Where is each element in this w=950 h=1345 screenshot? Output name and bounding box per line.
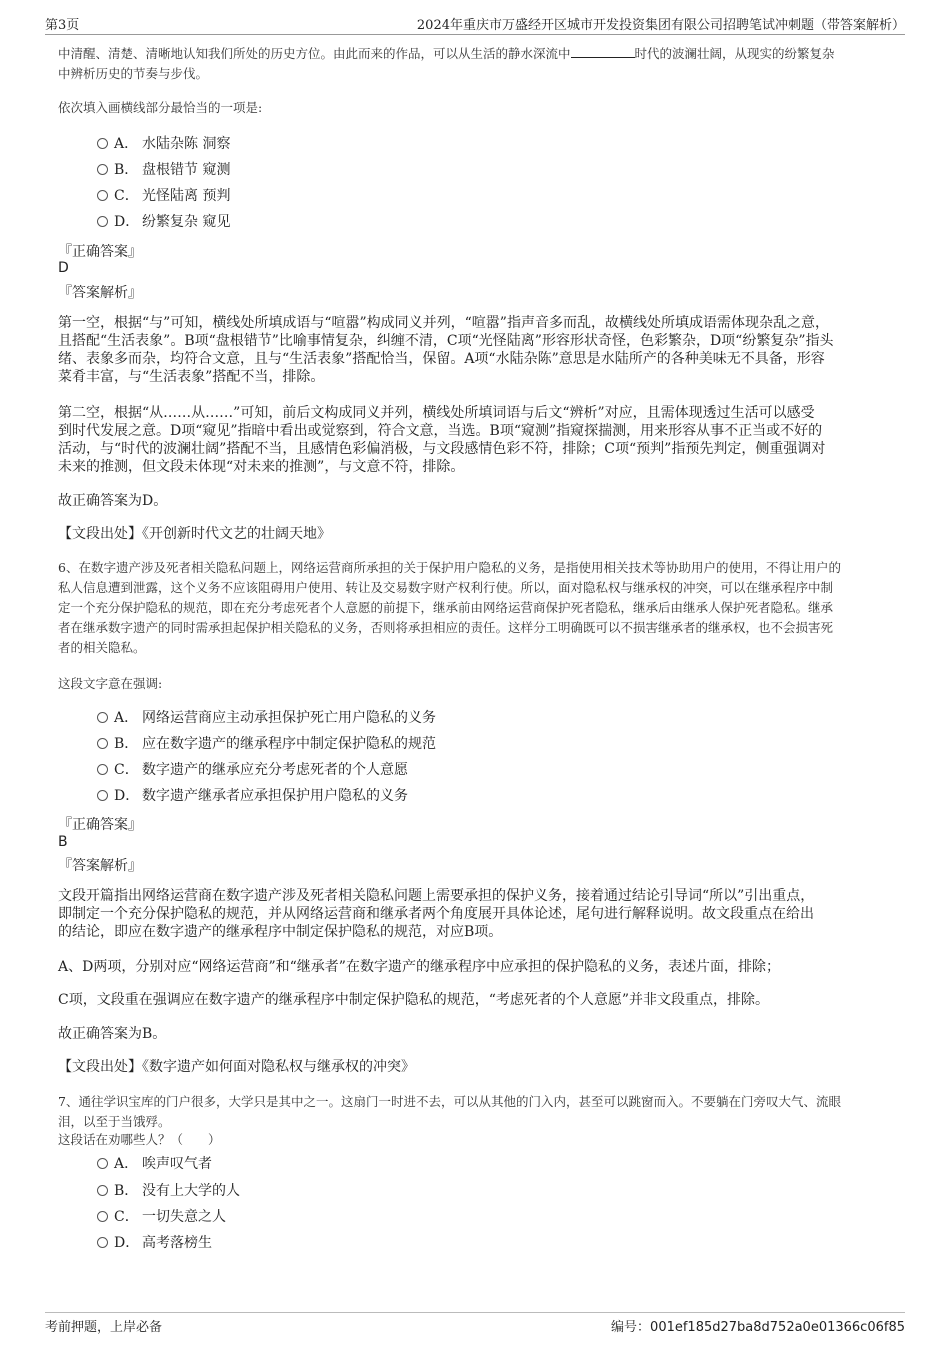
q6-source: 【文段出处】《数字遗产如何面对隐私权与继承权的冲突》 (58, 1059, 415, 1075)
q7-option-c[interactable]: C． 一切失意之人 (97, 1207, 226, 1227)
page-footer (45, 1312, 905, 1337)
page-number: 第3页 (45, 18, 80, 33)
q5-passage-line: 中辨析历史的节奏与步伐。 (58, 66, 209, 81)
q6-passage: 6、在数字遗产涉及死者相关隐私问题上，网络运营商所承担的关于保护用户隐私的义务，是指使用相关技术等协助用户的使用，不得让用户的 私人信息遭到泄露，这个义务不应该阻碍用户使用、转让及交易数字财产权利行使。所以，面对隐私权与继承权的冲突，可以在继承程序中制 定一个充分保护隐私的规范，即在充分考虑死者个人意愿的前提下，继承前由网络运营商保护死者隐私，继承后由继承人保护死者隐私。继承 者在继承数字遗产的同时需承担起保护相关隐私的义务，否则将承担相应的责任。这样分工明确既可以不损害继承者的继承权，也不会损害死 者的相关隐私。 (58, 560, 841, 655)
q5-option-b[interactable]: B． 盘根错节 窥测 (97, 160, 230, 180)
page-header (45, 14, 905, 35)
document-code: 编号：001ef185d27ba8d752a0e01366c06f85 (611, 1320, 905, 1335)
answer-label: 『正确答案』 (58, 817, 142, 833)
document-title: 2024年重庆市万盛经开区城市开发投资集团有限公司招聘笔试冲刺题（带答案解析） (416, 18, 905, 33)
q6-question: 这段文字意在强调: (58, 676, 163, 691)
q7-option-d[interactable]: D． 高考落榜生 (97, 1233, 212, 1253)
radio-icon[interactable] (97, 738, 108, 749)
radio-icon[interactable] (97, 764, 108, 775)
radio-icon[interactable] (97, 190, 108, 201)
q6-option-b[interactable]: B． 应在数字遗产的继承程序中制定保护隐私的规范 (97, 734, 436, 754)
radio-icon[interactable] (97, 1185, 108, 1196)
answer-value: B (58, 834, 68, 850)
q6-conclusion: 故正确答案为B。 (58, 1026, 167, 1042)
radio-icon[interactable] (97, 1158, 108, 1169)
q6-option-d[interactable]: D． 数字遗产继承者应承担保护用户隐私的义务 (97, 786, 408, 806)
q5-conclusion: 故正确答案为D。 (58, 493, 168, 509)
radio-icon[interactable] (97, 138, 108, 149)
fill-blank (571, 45, 635, 58)
q5-passage-line: 时代的波澜壮阔，从现实的纷繁复杂 (634, 46, 835, 61)
answer-value: D (58, 260, 69, 276)
q7-option-b[interactable]: B． 没有上大学的人 (97, 1181, 240, 1201)
q6-option-a[interactable]: A． 网络运营商应主动承担保护死亡用户隐私的义务 (97, 708, 436, 728)
q5-source: 【文段出处】《开创新时代文艺的壮阔天地》 (58, 526, 331, 542)
q5-passage-tail (58, 44, 908, 84)
q6-analysis-paragraph-3: C项，文段重在强调应在数字遗产的继承程序中制定保护隐私的规范，“考虑死者的个人意愿”并非文段重点，排除。 (58, 992, 770, 1008)
q7-passage: 7、通往学识宝库的门户很多，大学只是其中之一。这扇门一时进不去，可以从其他的门入内，甚至可以跳窗而入。不要躺在门旁叹大气、流眼 泪，以至于当饿殍。 (58, 1094, 841, 1129)
answer-label: 『正确答案』 (58, 244, 142, 260)
q5-question: 依次填入画横线部分最恰当的一项是: (58, 100, 263, 115)
q5-passage-line: 中清醒、清楚、清晰地认知我们所处的历史方位。由此而来的作品，可以从生活的静水深流中 (58, 46, 571, 61)
radio-icon[interactable] (97, 216, 108, 227)
footer-slogan: 考前押题，上岸必备 (45, 1320, 163, 1335)
radio-icon[interactable] (97, 1211, 108, 1222)
analysis-label: 『答案解析』 (58, 285, 142, 301)
q7-option-a[interactable]: A． 唉声叹气者 (97, 1154, 212, 1174)
q5-option-d[interactable]: D． 纷繁复杂 窥见 (97, 212, 230, 232)
radio-icon[interactable] (97, 1237, 108, 1248)
q5-analysis-paragraph-2: 第二空，根据“从……从……”可知，前后文构成同义并列，横线处所填词语与后文“辨析”对应，且需体现透过生活可以感受 到时代发展之意。D项“窥见”指暗中看出或觉察到，符合文意，当选。B项“窥测”指窥探揣测，用来形容从事不正当或不好的 活动，与“时代的波澜壮阔”搭配不当，且感情色彩偏消极，与文段感情色彩不符，排除；C项“预判”指预先判定，侧重强调对 未来的推测，但文段未体现“对未来的推测”，与文意不符，排除。 (58, 405, 826, 475)
q5-analysis-paragraph-1: 第一空，根据“与”可知，横线处所填成语与“喧嚣”构成同义并列，“喧嚣”指声音多而乱，故横线处所填成语需体现杂乱之意， 且搭配“生活表象”。B项“盘根错节”比喻事情复杂，纠缠不清，C项“光怪陆离”形容形状奇怪，色彩繁杂，D项“纷繁复杂”指头 绪、表象多而杂，均符合文意，且与“生活表象”搭配恰当，保留。A项“水陆杂陈”意思是水陆所产的各种美味无不具备，形容 菜肴丰富，与“生活表象”搭配不当，排除。 (58, 315, 834, 385)
q6-analysis-paragraph-1: 文段开篇指出网络运营商在数字遗产涉及死者相关隐私问题上需要承担的保护义务，接着通过结论引导词“所以”引出重点， 即制定一个充分保护隐私的规范，并从网络运营商和继承者两个角度展开具体论述，尾句进行解释说明。故文段重点在给出 的结论，即应在数字遗产的继承程序中制定保护隐私的规范，对应B项。 (58, 888, 815, 940)
q5-option-a[interactable]: A． 水陆杂陈 洞察 (97, 134, 230, 154)
radio-icon[interactable] (97, 164, 108, 175)
analysis-label: 『答案解析』 (58, 858, 142, 874)
radio-icon[interactable] (97, 790, 108, 801)
q6-analysis-paragraph-2: A、D两项，分别对应“网络运营商”和“继承者”在数字遗产的继承程序中应承担的保护隐私的义务，表述片面，排除； (58, 959, 780, 975)
q7-question: 这段话在劝哪些人？（ ） (58, 1132, 221, 1147)
q6-option-c[interactable]: C． 数字遗产的继承应充分考虑死者的个人意愿 (97, 760, 408, 780)
radio-icon[interactable] (97, 712, 108, 723)
q5-option-c[interactable]: C． 光怪陆离 预判 (97, 186, 230, 206)
